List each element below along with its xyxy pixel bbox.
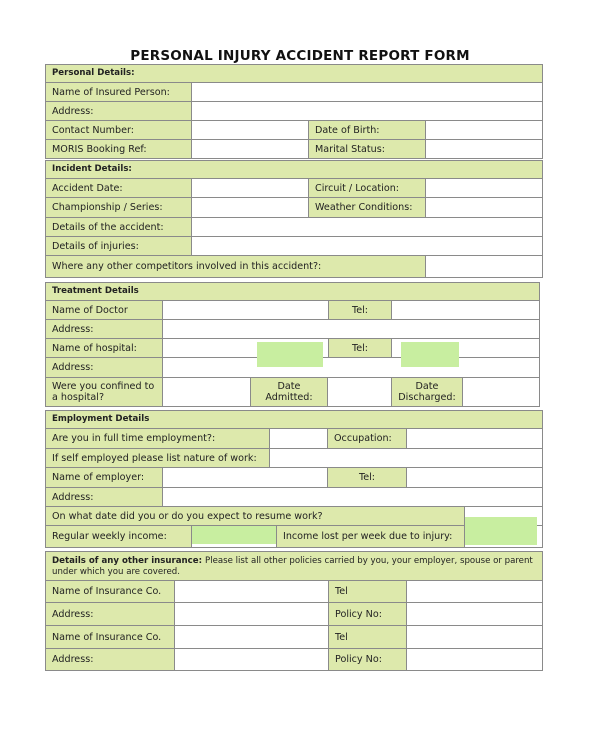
confined-field[interactable] [162,377,251,407]
policy-no-label-2: Policy No: [328,648,407,671]
circuit-label: Circuit / Location: [308,178,426,198]
resume-work-label: On what date did you or do you expect to resume work? [45,506,465,526]
hospital-address-label: Address: [45,357,163,378]
employer-address-field[interactable] [162,487,543,507]
highlight-box [257,342,323,367]
doctor-tel-label: Tel: [328,300,392,320]
insurance-details-header [45,551,543,581]
insurance-address-label-2: Address: [45,648,175,671]
fulltime-label: Are you in full time employment?: [45,428,270,449]
date-discharged-field[interactable] [462,377,540,407]
insurance-address-field[interactable] [174,602,329,626]
employment-details-header: Employment Details [45,410,543,429]
competitors-field[interactable] [425,255,543,278]
incident-details-header: Incident Details: [45,160,543,179]
policy-no-label: Policy No: [328,602,407,626]
employer-tel-field[interactable] [406,467,543,488]
dob-field[interactable] [425,120,543,140]
hospital-tel-label: Tel: [328,338,392,358]
highlight-box [192,526,276,544]
confined-label: Were you confined to a hospital? [45,377,163,407]
income-lost-label: Income lost per week due to injury: [276,525,465,548]
employer-field[interactable] [162,467,328,488]
weather-label: Weather Conditions: [308,197,426,218]
personal-details-header: Personal Details: [45,64,543,83]
accident-details-field[interactable] [191,217,543,237]
competitors-label: Where any other competitors involved in this accident?: [45,255,426,278]
insurance-address-label: Address: [45,602,175,626]
insurance-tel-field[interactable] [406,580,543,603]
self-employed-field[interactable] [269,448,543,468]
doctor-tel-field[interactable] [391,300,540,320]
address-label: Address: [45,101,192,121]
accident-date-label: Accident Date: [45,178,192,198]
championship-field[interactable] [191,197,309,218]
insurance-tel-label: Tel [328,580,407,603]
insured-name-field[interactable] [191,82,543,102]
doctor-address-label: Address: [45,319,163,339]
date-discharged-label: Date Discharged: [391,377,463,407]
fulltime-field[interactable] [269,428,328,449]
marital-field[interactable] [425,139,543,159]
contact-number-label: Contact Number: [45,120,192,140]
dob-label: Date of Birth: [308,120,426,140]
date-admitted-label: Date Admitted: [250,377,328,407]
championship-label: Championship / Series: [45,197,192,218]
highlight-box [465,517,537,545]
policy-no-field[interactable] [406,602,543,626]
weather-field[interactable] [425,197,543,218]
insurance-header-note: Please list all other policies carried by you, your employer, spouse or parent under which you are covered. [52,556,533,577]
weekly-income-label: Regular weekly income: [45,525,192,548]
doctor-field[interactable] [162,300,329,320]
self-employed-label: If self employed please list nature of work: [45,448,270,468]
accident-details-label: Details of the accident: [45,217,192,237]
occupation-label: Occupation: [327,428,407,449]
insurance-name-field-2[interactable] [174,625,329,649]
policy-no-field-2[interactable] [406,648,543,671]
insurance-name-label-2: Name of Insurance Co. [45,625,175,649]
address-field[interactable] [191,101,543,121]
insurance-tel-field-2[interactable] [406,625,543,649]
page-title: PERSONAL INJURY ACCIDENT REPORT FORM [130,48,470,64]
circuit-field[interactable] [425,178,543,198]
employer-label: Name of employer: [45,467,163,488]
highlight-box [401,342,459,367]
injuries-field[interactable] [191,236,543,256]
hospital-address-field[interactable] [162,357,540,378]
doctor-address-field[interactable] [162,319,540,339]
occupation-field[interactable] [406,428,543,449]
moris-field[interactable] [191,139,309,159]
employer-address-label: Address: [45,487,163,507]
insurance-tel-label-2: Tel [328,625,407,649]
contact-number-field[interactable] [191,120,309,140]
insurance-name-field[interactable] [174,580,329,603]
insurance-name-label: Name of Insurance Co. [45,580,175,603]
injuries-label: Details of injuries: [45,236,192,256]
insured-name-label: Name of Insured Person: [45,82,192,102]
doctor-label: Name of Doctor [45,300,163,320]
date-admitted-field[interactable] [327,377,392,407]
insurance-header-title: Details of any other insurance: [52,556,203,566]
employer-tel-label: Tel: [327,467,407,488]
insurance-address-field-2[interactable] [174,648,329,671]
accident-date-field[interactable] [191,178,309,198]
treatment-details-header: Treatment Details [45,282,540,301]
moris-label: MORIS Booking Ref: [45,139,192,159]
marital-label: Marital Status: [308,139,426,159]
hospital-label: Name of hospital: [45,338,163,358]
